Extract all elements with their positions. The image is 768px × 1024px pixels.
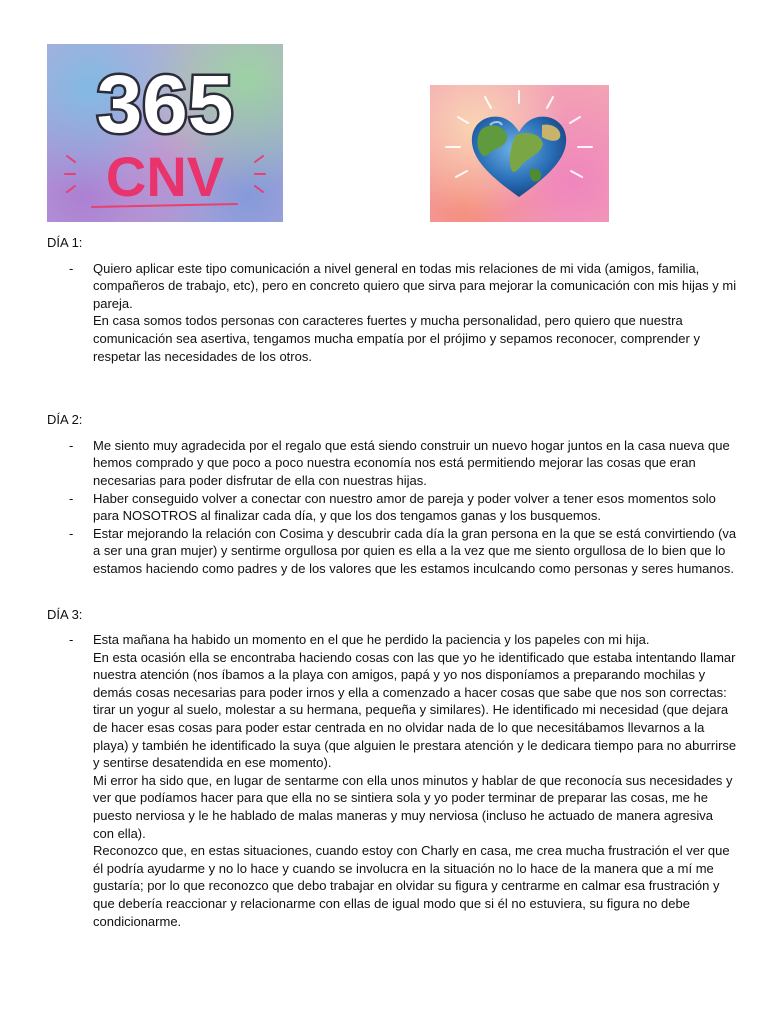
list-item: [47, 260, 737, 366]
journal-content: [47, 234, 737, 930]
day-2-title: DÍA 2:: [47, 412, 83, 428]
dash-bullet: -: [69, 437, 74, 453]
list-item: [47, 437, 737, 490]
paragraph: En casa somos todos personas con caracteres fuertes y mucha personalidad, pero quiero que nuestra comunicación sea asertiva, tengamos mucha empatía por el prójimo y sepamos reconocer, comprender y respetar las necesidades de los otros.: [93, 313, 700, 364]
day-2-list: [47, 437, 737, 578]
paragraph: Haber conseguido volver a conectar con nuestro amor de pareja y poder volver a tener esos momentos solo para NOSOTROS al finalizar cada día, y que los dos tengamos ganas y los busquemos.: [93, 490, 716, 524]
logo-number: 365: [96, 59, 234, 150]
logo-letters: CNV: [105, 145, 225, 208]
list-item: [47, 490, 737, 525]
365-cnv-logo: [47, 44, 283, 222]
logo-graphic: [47, 44, 283, 222]
dash-bullet: -: [69, 490, 74, 506]
paragraph: Reconozco que, en estas situaciones, cuando estoy con Charly en casa, me crea mucha frustración el ver que él podría ayudarme y no lo hace y cuando se involucra en la situación no lo hace de la manera que a mí me gustaría; por lo que reconozco que debo trabajar en olvidar su figura y centrarme en calmar esa frustración y que debería reaccionar y relacionarme con ellas de igual modo que si él no estuviera, su figura no debe condicionarme.: [93, 843, 730, 929]
paragraph: Estar mejorando la relación con Cosima y descubrir cada día la gran persona en la que se está convirtiendo (va a ser una gran mujer) y sentirme orgullosa por quien es ella a la vez que me siento orgullosa de lo bien que lo estamos haciendo como padres y de los valores que les estamos inculcando como personas y seres humanos.: [93, 525, 737, 576]
paragraph: Me siento muy agradecida por el regalo que está siendo construir un nuevo hogar juntos en la casa nueva que hemos comprado y que poco a poco nuestra economía nos está permitiendo mejorar las cosas que eran necesarias para poder disfrutar de ella con nuestras hijas.: [93, 437, 730, 488]
paragraph: Esta mañana ha habido un momento en el que he perdido la paciencia y los papeles con mi hija.: [93, 632, 650, 648]
day-3-section: [47, 606, 737, 931]
list-item: [47, 525, 737, 578]
paragraph: En esta ocasión ella se encontraba haciendo cosas con las que yo he identificado que estaba intentando llamar nuestra atención (nos íbamos a la playa con amigos, papá y yo nos disponíamos a preparando mochilas y demás cosas necesarias para poder irnos y ella a comenzado a hacer cosas que sabe que nos son correctas: tirar un yogur al suelo, molestar a su hermana, pequeña y similares). He identificado mi necesidad (que dejara de hacer esas cosas para poder estar centrada en no olvidar nada de lo que necesitábamos llevarnos a la playa) y también he identificado la suya (que alguien le prestara atención y le dedicara tiempo para no aburrirse y sentirse desatendida en ese momento).: [93, 649, 737, 771]
paragraph: Quiero aplicar este tipo comunicación a nivel general en todas mis relaciones de mi vida (amigos, familia, compañeros de trabajo, etc), pero en concreto quiero que sirva para mejorar la comunicación con mis hijas y mi pareja.: [93, 260, 737, 311]
earth-heart-image: [430, 85, 609, 222]
dash-bullet: -: [69, 260, 74, 276]
day-1-section: [47, 234, 737, 365]
paragraph: Mi error ha sido que, en lugar de sentarme con ella unos minutos y hablar de que reconocía sus necesidades y ver que podíamos hacer para que ella no se sintiera sola y yo poder terminar de preparar las cosas, me he puesto nerviosa y le he hablado de malas maneras y muy nerviosa (incluso he actuado de manera agresiva con ella).: [93, 772, 733, 841]
list-item: [47, 631, 737, 930]
dash-bullet: -: [69, 525, 74, 541]
earth-heart-icon: [430, 85, 609, 222]
day-3-title: DÍA 3:: [47, 606, 83, 622]
dash-bullet: -: [69, 632, 74, 648]
day-1-list: [47, 260, 737, 366]
day-1-title: DÍA 1:: [47, 235, 83, 250]
day-3-list: [47, 631, 737, 930]
day-2-section: [47, 411, 737, 577]
